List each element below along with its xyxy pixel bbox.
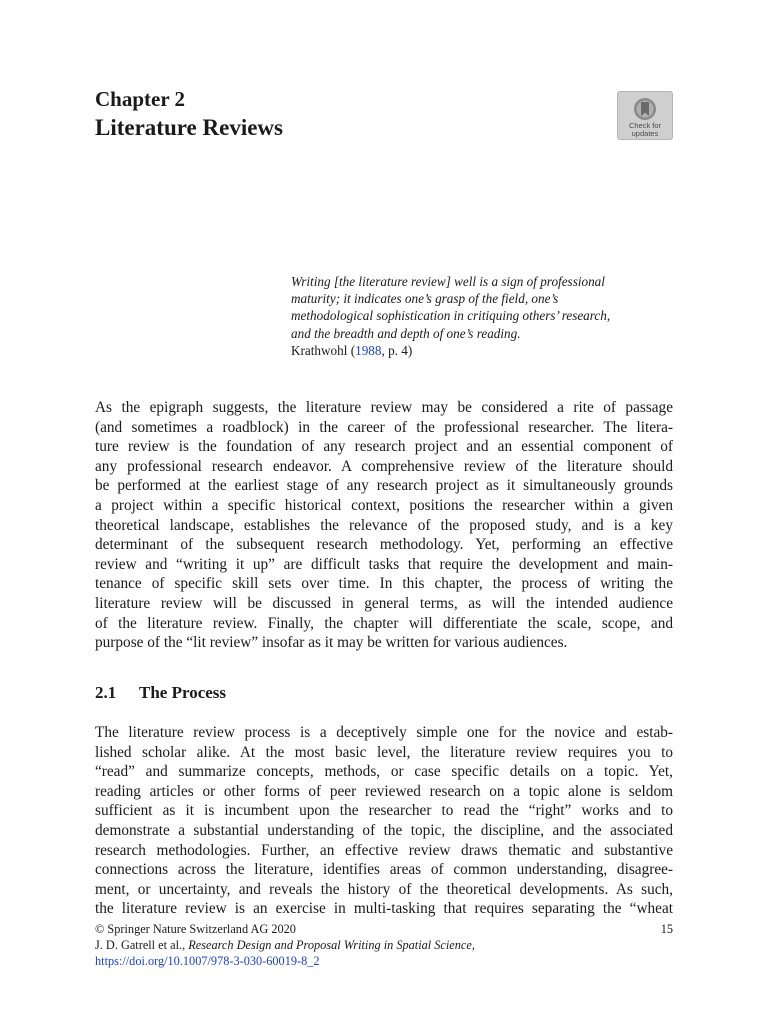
copyright-line: © Springer Nature Switzerland AG 2020 — [95, 922, 296, 936]
epigraph-line: Writing [the literature review] well is a sign of professional — [291, 274, 605, 289]
paragraph-line: research methodologies. Further, an effective review draws thematic and substantive — [95, 841, 673, 859]
epigraph-line: and the breadth and depth of one’s reading. — [291, 325, 521, 341]
section-number: 2.1 — [95, 683, 117, 702]
paragraph-line: The literature review process is a deceptively simple one for the novice and estab- — [95, 724, 673, 741]
paragraph-line: connections across the literature, identifies areas of common understanding, disagree- — [95, 861, 673, 879]
paragraph-line: “read” and summarize concepts, methods, or case specific details on a topic. Yet, — [95, 763, 673, 781]
epigraph — [291, 273, 691, 359]
paragraph-line: be performed at the earliest stage of any research project as it simultaneously grounds — [95, 477, 673, 495]
bookmark-icon — [633, 97, 657, 121]
intro-paragraph — [95, 398, 673, 653]
paragraph-line: theoretical landscape, establishes the relevance of the proposed study, and is a key — [95, 516, 673, 534]
section-heading — [95, 682, 226, 704]
citation-year-link[interactable]: 1988 — [355, 342, 382, 358]
section-paragraph — [95, 723, 673, 919]
paragraph-line: literature review will be discussed in general terms, as will the intended audience — [95, 594, 673, 612]
chapter-title: Literature Reviews — [95, 115, 283, 140]
paragraph-line: tenance of specific skill sets over time. In this chapter, the process of writing the — [95, 575, 673, 593]
paragraph-line: (and sometimes a roadblock) in the career of the professional researcher. The litera- — [95, 418, 673, 436]
epigraph-line: maturity; it indicates one’s grasp of the field, one’s — [291, 291, 559, 307]
paragraph-line: review and “writing it up” are difficult tasks that require the development and main- — [95, 555, 673, 573]
citation-suffix: , — [471, 937, 475, 952]
paragraph-line: ment, or uncertainty, and reveals the history of the theoretical developments. As such, — [95, 880, 673, 898]
paragraph-line: determinant of the subsequent research methodology. Yet, performing an effective — [95, 536, 673, 554]
page-number: 15 — [660, 922, 673, 936]
footer — [95, 922, 673, 969]
paragraph-line: the literature review is an exercise in multi-tasking that requires separating the “wheat — [95, 900, 673, 918]
paragraph-line: a project within a specific historical context, positions the researcher within a given — [95, 496, 673, 514]
check-for-updates-badge[interactable] — [617, 91, 673, 140]
paragraph-line: any professional research endeavor. A comprehensive review of the literature should — [95, 457, 673, 475]
book-citation — [95, 938, 673, 954]
chapter-label: Chapter 2 — [95, 87, 186, 111]
paragraph-line: As the epigraph suggests, the literature review may be considered a rite of passage — [95, 399, 673, 416]
badge-text-line1: Check for — [628, 121, 662, 130]
doi-link[interactable]: https://doi.org/10.1007/978-3-030-60019-8_2 — [95, 953, 320, 968]
citation-authors: J. D. Gatrell et al., — [95, 937, 189, 952]
badge-text-line2: updates — [631, 129, 659, 138]
paragraph-line: ture review is the foundation of any research project and an essential component of — [95, 438, 673, 456]
epigraph-citation — [291, 342, 691, 359]
paragraph-line: of the literature review. Finally, the chapter will differentiate the scale, scope, and — [95, 614, 673, 632]
book-title: Research Design and Proposal Writing in Spatial Science — [188, 937, 472, 952]
paragraph-line: reading articles or other forms of peer reviewed research on a topic alone is seldom — [95, 782, 673, 800]
paragraph-line: lished scholar alike. At the most basic level, the literature review requires you to — [95, 743, 673, 761]
paragraph-line: sufficient as it is incumbent upon the researcher to read the “right” works and to — [95, 802, 673, 820]
section-title: The Process — [139, 683, 227, 702]
paragraph-line: purpose of the “lit review” insofar as it may be written for various audiences. — [95, 634, 568, 652]
citation-author: Krathwohl ( — [291, 342, 356, 358]
citation-page: , p. 4) — [381, 342, 413, 358]
paragraph-line: demonstrate a substantial understanding of the topic, the discipline, and the associated — [95, 821, 673, 839]
epigraph-line: methodological sophistication in critiquing others’ research, — [291, 308, 611, 324]
